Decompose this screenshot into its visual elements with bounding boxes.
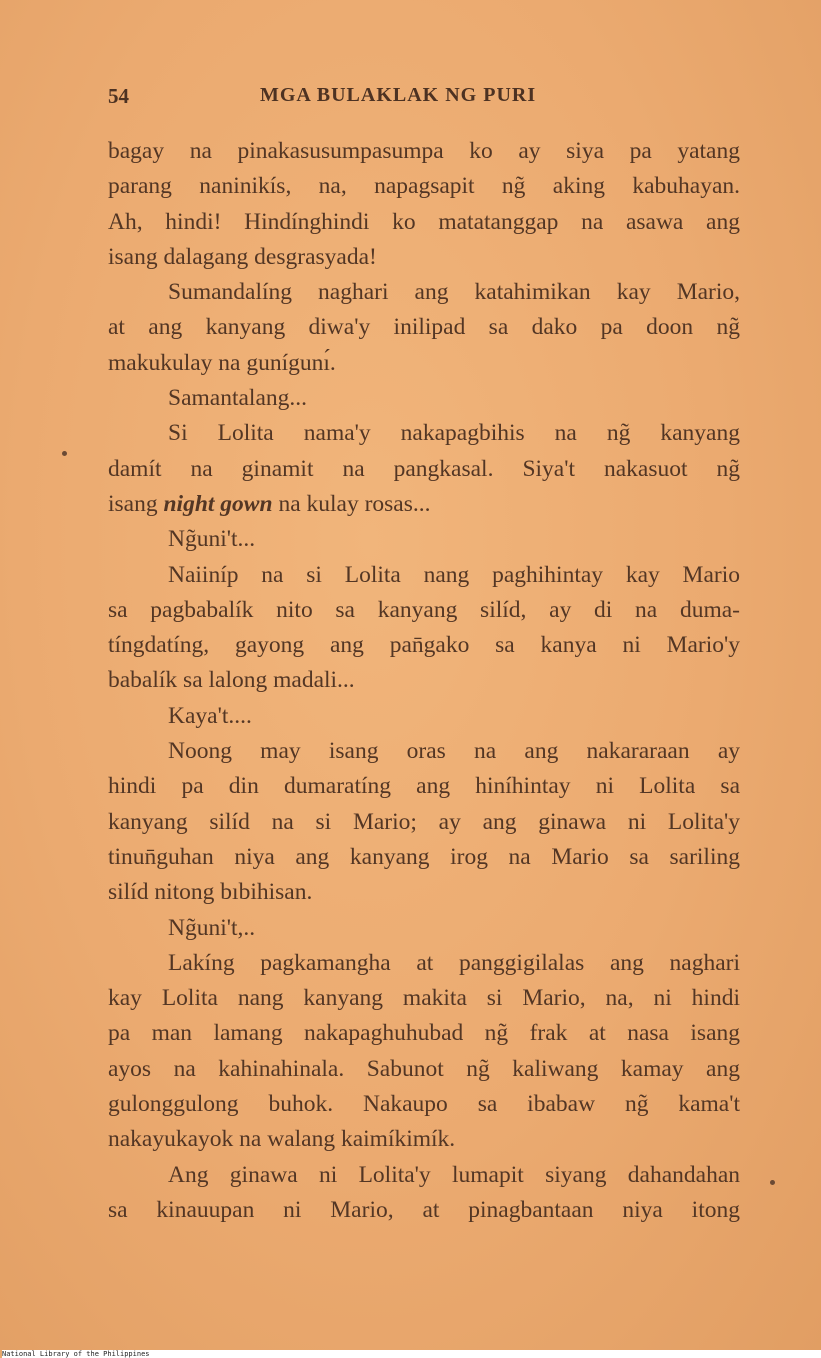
paragraph-start-line: Noong may isang oras na ang nakararaan ay: [168, 738, 740, 765]
emphasized-phrase: night gown: [163, 490, 273, 517]
text-line: silíd nitong bıbihisan.: [108, 879, 313, 906]
text-line: bagay na pinakasusumpasumpa ko ay siya pa yatang: [108, 138, 740, 164]
text-line: makukulay na gunígunı́.: [108, 349, 336, 376]
text-line: isang dalagang desgrasyada!: [108, 243, 377, 270]
text-line: pa man lamang nakapaghuhubad ng̃ frak at nasa isang: [108, 1020, 740, 1047]
paragraph-start-line: Si Lolita nama'y nakapagbihis na ng̃ kanyang: [168, 420, 740, 447]
text-line: kay Lolita nang kanyang makita si Mario, na, ni hindi: [108, 985, 740, 1012]
paper-speck: [62, 451, 67, 456]
text-line: tíngdatíng, gayong ang pan̄gako sa kanya ni Mario'y: [108, 632, 740, 659]
text-fragment: isang: [108, 490, 158, 517]
paragraph-start-line: Sumandalíng naghari ang katahimikan kay Mario,: [168, 279, 740, 306]
text-line: damít na ginamit na pangkasal. Siya't nakasuot ng̃: [108, 455, 740, 482]
paragraph-start-line: Ang ginawa ni Lolita'y lumapit siyang dahandahan: [168, 1161, 740, 1188]
body-text: [108, 134, 740, 1228]
text-line: kanyang silíd na si Mario; ay ang ginawa ni Lolita'y: [108, 808, 740, 835]
paragraph-start-line: Samantalang...: [168, 385, 308, 412]
text-line: Ah, hindi! Hindínghindi ko matatanggap na asawa ang: [108, 208, 740, 235]
text-line: at ang kanyang diwa'y inilipad sa dako pa doon ng̃: [108, 314, 740, 341]
text-line: tinun̄guhan niya ang kanyang irog na Mario sa sariling: [108, 843, 740, 870]
paragraph-start-line: Kaya't....: [168, 702, 252, 729]
text-fragment: na kulay rosas...: [278, 490, 431, 517]
text-line: sa pagbabalík nito sa kanyang silíd, ay di na duma-: [108, 596, 740, 623]
text-line: babalík sa lalong madali...: [108, 667, 355, 694]
paragraph-start-line: Lakíng pagkamangha at panggigilalas ang naghari: [168, 949, 740, 976]
text-line: parang naninikís, na, napagsapit ng̃ aking kabuhayan.: [108, 173, 740, 200]
text-line-with-emphasis: [108, 487, 740, 522]
paper-speck: [770, 1180, 775, 1185]
paragraph-start-line: Ng̃uni't,..: [168, 914, 256, 941]
text-line: ayos na kahinahinala. Sabunot ng̃ kaliwang kamay ang: [108, 1055, 740, 1082]
page-number: 54: [108, 84, 129, 108]
library-credit: National Library of the Philippines: [2, 1350, 821, 1358]
running-title: MGA BULAKLAK NG PURI: [260, 84, 537, 106]
text-line: nakayukayok na walang kaimíkimík.: [108, 1126, 456, 1153]
text-line: sa kinauupan ni Mario, at pinagbantaan niya itong: [108, 1196, 740, 1223]
text-line: gulonggulong buhok. Nakaupo sa ibabaw ng̃ kama't: [108, 1091, 740, 1118]
page-header: [108, 84, 748, 116]
text-line: hindi pa din dumaratíng ang hiníhintay ni Lolita sa: [108, 773, 740, 800]
paragraph-start-line: Ng̃uni't...: [168, 526, 256, 553]
paragraph-start-line: Naiiníp na si Lolita nang paghihintay kay Mario: [168, 561, 740, 588]
